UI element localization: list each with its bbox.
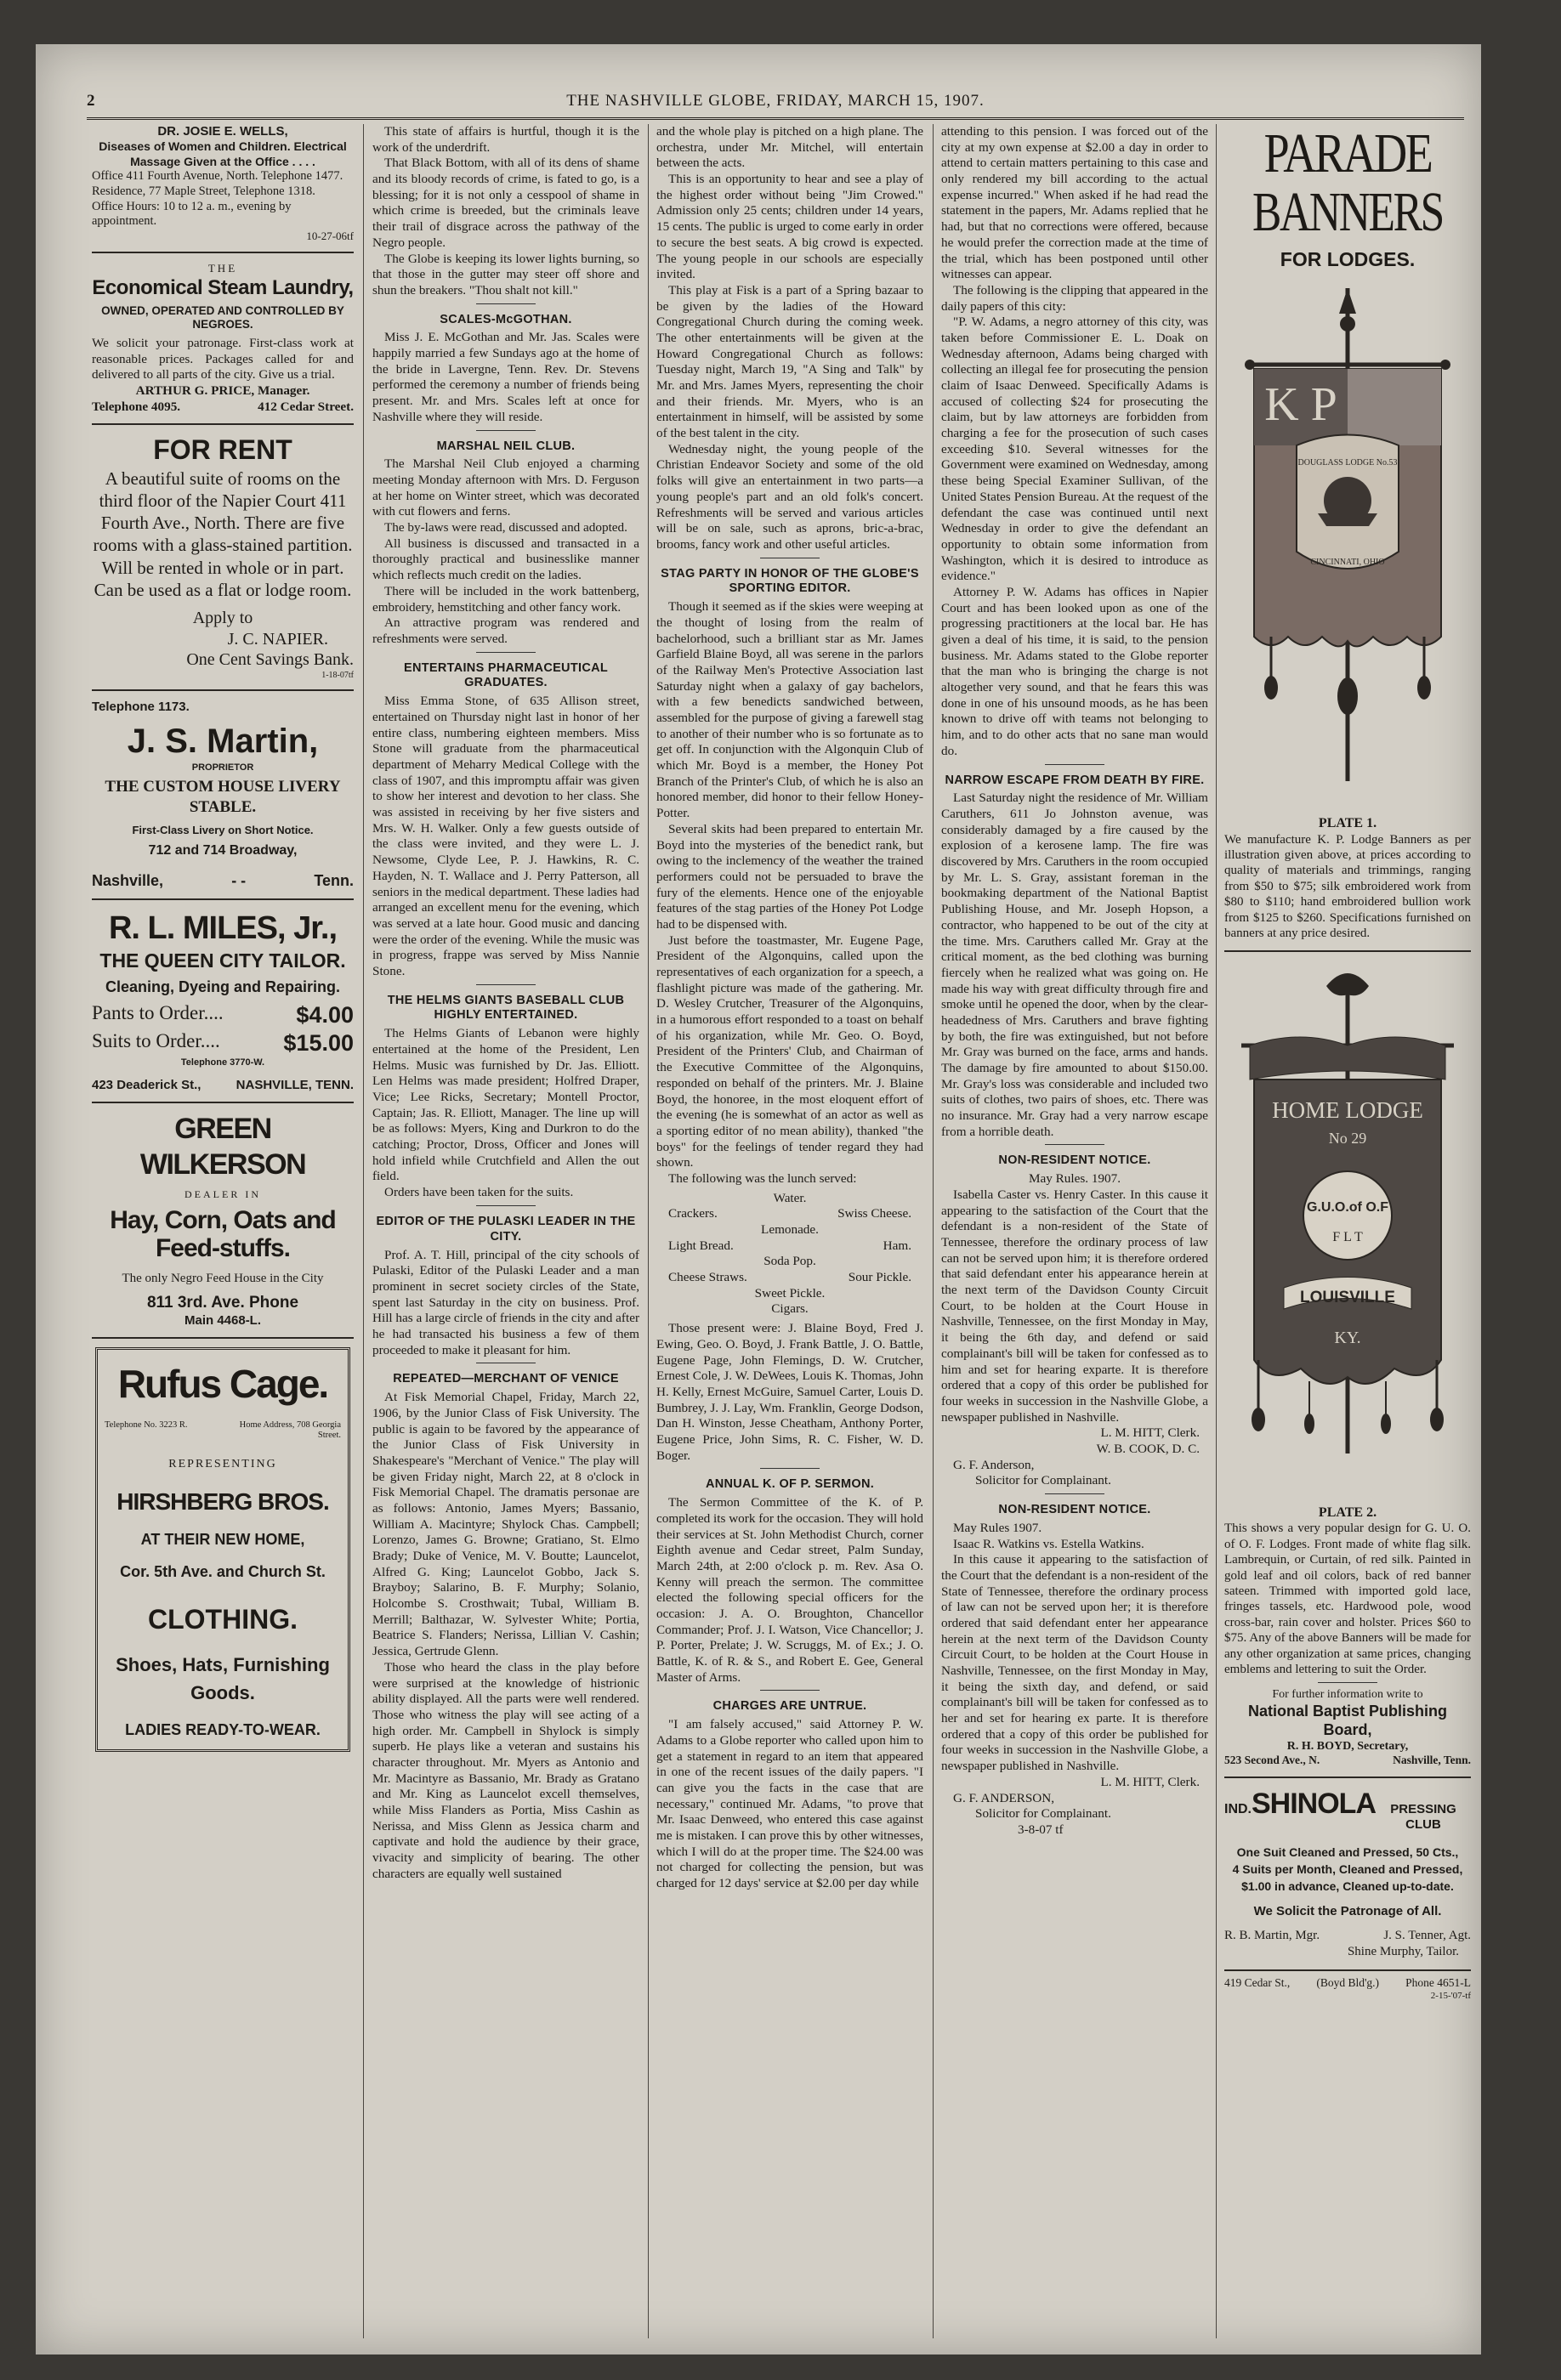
article-paragraph: Isabella Caster vs. Henry Caster. In this cause it appearing to the satisfaction of the Court that the defendant is a non-resident of the State of Tennessee, therefore the ordinary process of law can not be served upon him; it is therefore ordered that said defendant enter his appearance herein at the next term of the Davidson County Circuit Court, to be holden at the Court House in Nashville, Tennessee, on the first Monday in May, it being the 6th day, and defend or said complainant's bill will be taken for confessed as to him and set for hearing exparte. It is therefore ordered that a copy of this order be published for four weeks in succession in the Nashville Globe, a newspaper published in Nashville. (941, 1187, 1208, 1425)
ad-cage-shoes: Shoes, Hats, Furnishing Goods. (116, 1653, 330, 1703)
ad-wells-name: DR. JOSIE E. WELLS, (157, 124, 288, 139)
banner2-state: KY. (1334, 1328, 1361, 1347)
ad-cage-name: Rufus Cage. (117, 1361, 328, 1406)
notice-signature: W. B. COOK, D. C. (1096, 1441, 1200, 1456)
column-rule (1216, 124, 1217, 2338)
separator (476, 430, 536, 431)
separator (476, 652, 536, 653)
article-paragraph: "P. W. Adams, a negro attorney of this city, was taken before Commissioner E. L. Doak on Wednesday afternoon, Adams being charged with collecting an illegal fee for prosecuting the pension claim of Isaac Denweed. Specifically Adams is accused of collecting $24 for prosecuting the claim, but by law attorneys are forbidden from charging a fee for the prosecution of such cases exceeding $10. Several witnesses for the Government were examined on Wednesday, among these being Special Examiner Sullivan, of the United States Pension Bureau. At the request of the defendant the case was continued until next Wednesday in order to give the defendant an opportunity to obtain some information from Washington, which it is desired to introduce as evidence." (941, 314, 1208, 584)
article-paragraph: Just before the toastmaster, Mr. Eugene Page, President of the Algonquins, called upon the representatives of each organization for a speech, a flashlight picture was made of the gathering. Mr. D. Wesley Crutcher, Treasurer of the Algonquins, in a humorous effort responded to a toast on behalf of his organization, while Mr. Geo. O. Boyd, President of the Printers' Club, and Chairman of the Executive Committee of the Algonquins, responded on behalf of the printers. Mr. J. Blaine Boyd, the honoree, in the most eloquent effort of the evening (he is somewhat of an actor as well as a sporting editor of no mean ability), thanked "the boys" for the feelings of tender regard they had shown. (656, 932, 923, 1170)
ad-wells-office: Office 411 Fourth Avenue, North. Telephone 1477. Residence, 77 Maple Street, Telephone 1318. (92, 168, 343, 198)
banner2-flt: F L T (1332, 1229, 1363, 1244)
ad-cage-home: Home Address, 708 Georgia Street. (239, 1420, 341, 1441)
ad-miles-pants: Pants to Order.... (92, 1002, 224, 1024)
ad-shinola-line4: We Solicit the Patronage of All. (1253, 1903, 1442, 1918)
ad-for-rent-code: 1-18-07tf (321, 670, 354, 680)
separator (1045, 1493, 1104, 1494)
ad-wilkerson-phone: Main 4468-L. (184, 1312, 262, 1328)
banner1-lodge-name: DOUGLASS LODGE No.53 (1297, 457, 1398, 468)
ad-secretary: R. H. BOYD, Secretary, (1286, 1740, 1409, 1754)
article-paragraph: Prof. A. T. Hill, principal of the city schools of Pulaski, Editor of the Pulaski Leader and a man prominent in secret society circles of the State, spent last Saturday in the city on business. Prof. Hill has a large circle of friends in the city and after he had transacted his business a few of them proceeded to make it pleasant for him. (372, 1247, 639, 1357)
ad-miles-cleaning: Cleaning, Dyeing and Repairing. (105, 978, 341, 995)
ad-wilkerson-addr: 811 3rd. Ave. Phone (146, 1294, 299, 1312)
ad-for-lodges: FOR LODGES. (1280, 247, 1416, 270)
notice-signature: G. F. ANDERSON, (953, 1790, 1055, 1805)
column-rule (363, 124, 364, 2338)
ad-wilkerson-goods: Hay, Corn, Oats and Feed-stuffs. (110, 1205, 336, 1262)
headline-merchant-of-venice: REPEATED—MERCHANT OF VENICE (393, 1372, 619, 1386)
ad-wells-code: 10-27-06tf (306, 230, 354, 243)
ad-cage-cor: Cor. 5th Ave. and Church St. (120, 1563, 326, 1581)
ad-shinola-code: 2-15-'07-tf (1430, 1990, 1471, 2001)
article-paragraph: All business is discussed and transacted in a thoroughly practical and businesslike manner which reflects much credit on the ladies. (372, 536, 639, 583)
ad-miles-name: R. L. MILES, Jr., (108, 910, 338, 946)
ad-shinola-manager: R. B. Martin, Mgr. (1224, 1929, 1320, 1943)
article-paragraph: The Sermon Committee of the K. of P. completed its work for the occasion. They will hold their services at St. John Methodist Church, corner Eighth avenue and Cedar street, Palm Sunday, March 24th, at 2:00 o'clock p. m. Rev. Asa O. Kenny will preach the sermon. The committee elected the following special officers for the occasion: J. A. O. Broughton, Chancellor Commander; Prof. J. I. Watson, Vice Chancellor; J. P. Porter, Prelate; J. W. Scruggs, M. of Ex.; J. O. Battle, K. of R. & S., and Robert E. Gee, General Master of Arms. (656, 1495, 923, 1685)
article-paragraph: That Black Bottom, with all of its dens of shame and its bloody records of crime, is fated to go, is a blessing; for it is not only a cesspool of shame in which crime is breeded, but the criminals leave their trail of disgrace across the pathway of the Negro people. (372, 156, 639, 250)
banner1-kp-letters: K P (1264, 377, 1337, 431)
ad-laundry-body: We solicit your patronage. First-class work at reasonable prices. Packages called for and delivered to all parts of the city. Give us a trial. (92, 335, 354, 382)
ad-miles-tel: Telephone 3770-W. (180, 1057, 265, 1068)
ad-wells (92, 124, 354, 243)
ad-wells-services: Diseases of Women and Children. Electrical Massage Given at the Office . . . . (99, 139, 347, 168)
notice-signature: L. M. HITT, Clerk. (1100, 1774, 1200, 1789)
article-paragraph: Last Saturday night the residence of Mr. William Caruthers, 611 Jo Johnston avenue, was considerably damaged by a fire caused by the explosion of a kerosene lamp. The fire was discovered by Mrs. Caruthers in the room occupied by Mr. L. S. Gray, assistant foreman in the bookmaking department of the National Baptist Publishing House, and Mr. Joseph Hopson, a contractor, who happened to be out of the city at the time. Mrs. Caruthers called Mr. Gray at the critical moment, as the bed clothing was burning fiercely when he realized what was going on. He made his way with great difficulty through fire and smoke until he opened the door, when by the clear-headedness of Mrs. Caruthers and brave fighting by both, the fire was extinguished, but not before Mr. Gray was burned on the face, arms and hands. The damage by fire amounted to about $150.00. Mr. Gray's loss was considerable and included two suits of clothes, two pairs of shoes, etc. There was no insurance. Mr. Gray had a very narrow escape from a horrible death. (941, 790, 1208, 1139)
menu-item: Crackers. (668, 1206, 718, 1221)
notice-signature: L. M. HITT, Clerk. (1100, 1425, 1200, 1441)
banner2-city: LOUISVILLE (1300, 1288, 1395, 1306)
ad-miles-suits: Suits to Order.... (92, 1030, 220, 1052)
ad-for-rent-bank: One Cent Savings Bank. (186, 650, 354, 670)
article-paragraph: An attractive program was rendered and refreshments were served. (372, 615, 639, 646)
lunch-menu (656, 1191, 923, 1318)
ad-cage-home2: AT THEIR NEW HOME, (140, 1531, 305, 1549)
ad-divider (92, 898, 354, 900)
headline-pharmaceutical: ENTERTAINS PHARMACEUTICAL GRADUATES. (403, 660, 609, 690)
plate-2-description: This shows a very popular design for G. U. O. of O. F. Lodges. Front made of white flag silk. Lambrequin, or Curtain, of red silk. Painted in gold leaf and oil colors, back of red banner sateen. Trimmed with imported gold lace, fringes tassels, etc. Hardwood pole, wood cross-bar, rain cover and holster. Prices $60 to $75. Any of the above Banners will be made for any other organization at same prices, changing emblems and lettering to suit the Order. (1224, 1522, 1471, 1677)
article-paragraph: Those present were: J. Blaine Boyd, Fred J. Ewing, Geo. O. Boyd, J. Frank Battle, J. O. Battle, Eugene Page, John Flemings, D. W. Crutcher, Ernest Cole, J. W. DeWees, Louis K. Thomas, John H. Kelly, Ernest McGuire, Samuel Carter, Louis D. Bumbrey, J. J. Lay, Wm. Franklin, George Dodson, Dan H. Winston, Jesse Cheatham, Anthony Porter, Eugene Price, John Sims, R. C. Fisher, W. D. Boger. (656, 1321, 923, 1463)
article-paragraph: Several skits had been prepared to entertain Mr. Boyd into the mysteries of the benedict rank, but owing to the inclemency of the weather the trained performers could not be persuaded to brave the fury of the elements. Hence one of the enjoyable features of the stag parties of the Honey Pot Lodge had to be dispensed with. (656, 821, 923, 932)
ad-cage-rep: REPRESENTING (168, 1458, 277, 1471)
ad-martin-state: Tenn. (314, 871, 354, 889)
ad-martin-stable: THE CUSTOM HOUSE LIVERY STABLE. (105, 778, 341, 816)
ad-martin-name: J. S. Martin, (127, 722, 319, 760)
article-paragraph: and the whole play is pitched on a high plane. The orchestra, under Mr. Mitchel, will entertain between the acts. (656, 124, 923, 171)
masthead-rule (87, 117, 1464, 120)
article-paragraph: Those who heard the class in the play before were surprised at the knowledge of histrionic ability displayed. All the parts were well rendered. Those who witness the play will see acting of a high order. Mr. Campbell in Shylock is simply superb. He plays like a veteran and sustains his character throughout. Mr. Myers as Antonio and Mr. Macintyre as Bassanio, Mr. Brady as Gratano and Mr. King as Launcelot excell themselves, while Miss Flanders as Portia, Miss Cashin as Nerissa, and Miss Glenn as Jessica charm and captivate and hold the audience by their grace, vivacity and simplicity of bearing. The other characters are equally well sustained (372, 1659, 639, 1881)
ad-laundry-addr: 412 Cedar Street. (258, 399, 354, 414)
column-4 (941, 124, 1208, 2338)
article-paragraph: attending to this pension. I was forced out of the city at my own expense at $2.00 a day in order to attend to certain matters pertaining to this case and only rendered my bill according to the actual expense incurred." When asked if he had read the statement in the papers, Mr. Adams replied that he had, but that no corrections were offered, because he would prefer the correction made at the time of the trial, which has been postponed until other witnesses can appear. (941, 124, 1208, 282)
ad-shinola-line1: One Suit Cleaned and Pressed, 50 Cts., (1236, 1844, 1459, 1859)
ad-martin (92, 700, 354, 890)
separator (476, 984, 536, 985)
column-5-banners-ad (1224, 124, 1471, 2338)
menu-item: Light Bread. (668, 1238, 734, 1253)
notice-signature: Solicitor for Complainant. (975, 1473, 1111, 1488)
headline-charges-untrue: CHARGES ARE UNTRUE. (712, 1699, 867, 1714)
separator (1045, 1144, 1104, 1145)
ad-publisher-city: Nashville, Tenn. (1393, 1754, 1471, 1767)
ad-shinola-bldg: (Boyd Bld'g.) (1316, 1976, 1380, 1990)
ad-shinola-tailor: Shine Murphy, Tailor. (1347, 1944, 1459, 1958)
ad-shinola-ind: IND. (1224, 1801, 1252, 1816)
article-paragraph: This is an opportunity to hear and see a play of the highest order without being "Jim Crowed." Admission only 25 cents; children under 14 years, 15 cents. The public is urged to come early in order to secure the best seats. A big crowd is expected. The young people in our schools are especially invited. (656, 172, 923, 282)
ad-wilkerson-only: The only Negro Feed House in the City (122, 1271, 324, 1285)
menu-item: Water. (773, 1190, 807, 1205)
ad-divider (92, 423, 354, 425)
banner2-order: G.U.O.of O.F (1307, 1199, 1388, 1215)
newspaper-page (36, 44, 1481, 2354)
headline-helms-giants: THE HELMS GIANTS BASEBALL CLUB HIGHLY ENTERTAINED. (387, 993, 625, 1023)
page-number: 2 (87, 92, 96, 110)
menu-item: Cigars. (771, 1301, 809, 1317)
plate-2-caption: PLATE 2. (1318, 1504, 1377, 1520)
banner2-number: No 29 (1328, 1129, 1367, 1147)
ad-martin-tel: Telephone 1173. (92, 700, 190, 715)
article-paragraph: There will be included in the work battenberg, embroidery, hemstitching and other fancy work. (372, 583, 639, 615)
ad-cage (95, 1347, 350, 1752)
menu-item: Sweet Pickle. (754, 1285, 826, 1300)
column-1-ads (92, 124, 354, 2338)
ad-laundry-owned: OWNED, OPERATED AND CONTROLLED BY NEGROES. (101, 303, 344, 332)
ad-wilkerson-dealer: DEALER IN (184, 1188, 261, 1200)
plate-1-caption: PLATE 1. (1318, 815, 1377, 830)
menu-item: Sour Pickle. (848, 1270, 911, 1285)
ad-shinola-addr: 419 Cedar St., (1224, 1976, 1291, 1990)
banner2-home-lodge: HOME LODGE (1272, 1096, 1423, 1123)
article-paragraph: Isaac R. Watkins vs. Estella Watkins. (953, 1536, 1144, 1551)
ad-shinola-name: SHINOLA (1252, 1787, 1376, 1820)
ad-miles-suits-price: $15.00 (283, 1030, 354, 1057)
separator (760, 1690, 820, 1691)
separator (760, 1468, 820, 1469)
ad-martin-dash: - - (231, 871, 247, 889)
ad-laundry-manager: ARTHUR G. PRICE, Manager. (135, 382, 310, 398)
column-2 (372, 124, 639, 2338)
masthead (87, 92, 1464, 116)
masthead-title: THE NASHVILLE GLOBE, FRIDAY, MARCH 15, 1907. (566, 92, 985, 110)
menu-item: Cheese Straws. (668, 1270, 747, 1285)
ad-divider (1224, 1969, 1471, 1971)
ad-shinola (1224, 1787, 1471, 2002)
ad-martin-livery: First-Class Livery on Short Notice. (132, 824, 314, 837)
ad-divider (92, 252, 354, 253)
ad-wilkerson-name: GREEN WILKERSON (139, 1113, 306, 1182)
plate-1-description: We manufacture K. P. Lodge Banners as per illustration given above, at prices according to quality of materials and trimmings, ranging from $50 to $75; silk embroidered work from $80 to $110; hand embroidered bullion work from $125 to $260. Specifications furnished on banners at any price desired. (1224, 832, 1471, 941)
ad-divider (1224, 950, 1471, 952)
ad-laundry (92, 262, 354, 415)
headline-narrow-escape: NARROW ESCAPE FROM DEATH BY FIRE. (945, 773, 1205, 787)
notice-code: 3-8-07 tf (1018, 1822, 1064, 1837)
ad-wilkerson (92, 1112, 354, 1329)
article-paragraph: Wednesday night, the young people of the Christian Endeavor Society and some of the old folks will give an entertainment in two parts—a young people's part and an old folk's concert. Refreshments will be served and various articles will be on sale, such as aprons, bric-a-brac, brooms, fancy work and other useful articles. (656, 441, 923, 552)
ad-martin-city: Nashville, (92, 871, 164, 889)
separator (476, 1205, 536, 1206)
article-paragraph: Attorney P. W. Adams has offices in Napier Court and has been looked upon as one of the progressing practitioners at the local bar. He has given a deal of his time, it is said, to the pension business. Mr. Adams stated to the Globe reporter that the man who is bringing the charge is not altogether very sound, and that he fears this was done in one of his unsound moods, as he has been known to drive off with teams not belonging to him, and to do other acts that no sane man would do. (941, 584, 1208, 758)
banner1-city: CINCINNATI, OHIO (1310, 557, 1385, 567)
menu-item: Swiss Cheese. (837, 1206, 911, 1221)
ad-miles (92, 909, 354, 1094)
article-paragraph: The Helms Giants of Lebanon were highly entertained at the home of the President, Len Helms. Music was furnished by Dr. Jas. Elliott. Len Helms was made president; Holfred Draper, Vice; Lee Ricks, Secretary; Montell Proctor, Captain; Jas. R. Elliott, Manager. The line up will be as follows: Myers, King and Durkron to do the catching; Proctor, Dross, Officer and Jones will hold infield while Crutchfield and Allen the out field. (372, 1026, 639, 1184)
ad-for-rent-who: J. C. NAPIER. (227, 629, 328, 649)
headline-kp-sermon: ANNUAL K. OF P. SERMON. (705, 1477, 875, 1492)
article-paragraph: In this cause it appearing to the satisfaction of the Court that the defendant is a non-resident of the State of Tennessee, therefore the ordinary process of law can not be served upon her; it is therefore ordered that said defendant enter her appearance herein at the next term of the Davidson County Circuit Court, to be holden at the Court House in Nashville, Tennessee, on the first Monday in May, it being the sixth day, and defend, or said complainant's bill will be taken for confessed as to her and set for hearing ex parte. It is therefore ordered that a copy of this order be published for four weeks in succession in the Nashville Globe, a newspaper published in Nashville. (941, 1552, 1208, 1774)
article-paragraph: This play at Fisk is a part of a Spring bazaar to be given by the ladies of the Howard Congregational Church during the coming week. The other entertainments will be given at the Howard Congregational Church as follows: Tuesday night, March 19, "A Sing and Talk" by Mr. and Mrs. James Myers, representing the choir and their friends. Mr. Myers, who is an entertainment in himself, will be assisted by some of the best talent in the city. (656, 282, 923, 441)
ad-wells-hours: Office Hours: 10 to 12 a. m., evening by appointment. (92, 199, 292, 229)
ad-martin-addr: 712 and 714 Broadway, (148, 843, 298, 858)
ad-miles-pants-price: $4.00 (296, 1002, 354, 1028)
ad-shinola-agent: J. S. Tenner, Agt. (1383, 1929, 1471, 1943)
ad-cage-ladies: LADIES READY-TO-WEAR. (125, 1720, 321, 1738)
article-paragraph: At Fisk Memorial Chapel, Friday, March 22, 1906, by the Junior Class of Fisk University. The public is again to be favored by the appearance of the Junior Class of Fisk University in Shakespeare's "Merchant of Venice." The play will be given Friday night, March 22, at 8 o'clock in Fisk Memorial Chapel. The dramatis personae are as follows: Antonio, James Myers; Bassanio, William A. Macintyre; Shylock Chas. Campbell; Lorenzo, James G. Browne; Gratiano, St. Elmo Brady; Duke of Venice, M. V. Boutte; Launcelot, Alfred G. King; Launcelot Gobbo, Jack S. Brayboy; Salarino, B. F. Murphy; Solanio, Holcombe S. Crosthwait; Tubal, William B. Merrill; Balthazar, W. Sylvester White; Portia, Beatrice S. Flanders; Nerissa, Lillian V. Cashin; Jessica, Gertrude Glenn. (372, 1390, 639, 1659)
article-paragraph: The Marshal Neil Club enjoyed a charming meeting Monday afternoon with Mrs. D. Ferguson at her home on Winter street, which was decorated with cut flowers and ferns. (372, 456, 639, 519)
article-paragraph: This state of affairs is hurtful, though it is the work of the underdrift. (372, 124, 639, 155)
article-paragraph: Miss J. E. McGothan and Mr. Jas. Scales were happily married a few Sundays ago at the home of the bride in Lavergne, Tenn. Rev. Dr. Stevens performed the ceremony a number of friends being present. Mr. and Mrs. Scales left at once for Nashville where they will reside. (372, 330, 639, 424)
menu-item: Soda Pop. (763, 1254, 816, 1269)
ad-divider (92, 1337, 354, 1339)
ad-divider (92, 1102, 354, 1103)
ad-cage-tel: Telephone No. 3223 R. (105, 1420, 188, 1430)
banner-plate-2-image (1224, 960, 1471, 1504)
notice-signature: G. F. Anderson, (953, 1457, 1035, 1472)
ad-publisher-addr: 523 Second Ave., N. (1224, 1754, 1320, 1767)
article-paragraph: "I am falsely accused," said Attorney P. W. Adams to a Globe reporter who called upon him to get a statement in regard to an item that appeared in one of the recent issues of the daily papers. "I can give you the facts in the case that are necessary," continued Mr. Adams, "to prove that Mr. Isaac Denweed, who entered this case against me is mistaken. I can prove this by other witnesses, which I will do at the proper time. The $24.00 was not charged for collecting the pension, but was charged for 12 days' service at $2.00 per day while (656, 1717, 923, 1891)
ad-for-rent-apply: Apply to (192, 609, 253, 628)
separator (1318, 1682, 1377, 1683)
ad-shinola-line2: 4 Suits per Month, Cleaned and Pressed, (1232, 1862, 1463, 1877)
headline-scales: SCALES-McGOTHAN. (440, 312, 572, 326)
article-paragraph: The Globe is keeping its lower lights burning, so that those in the gutter may steer off shore and shun the breakers. "Thou shalt not kill." (372, 251, 639, 298)
ad-martin-prop: PROPRIETOR (191, 762, 254, 773)
ad-publisher: National Baptist Publishing Board, (1247, 1702, 1447, 1738)
ad-divider (1224, 1776, 1471, 1778)
ad-parade-banners (1224, 124, 1471, 271)
menu-item: Lemonade. (761, 1222, 819, 1238)
article-paragraph: Orders have been taken for the suits. (384, 1185, 574, 1200)
article-paragraph: The by-laws were read, discussed and adopted. (384, 520, 627, 536)
headline-stag-party: STAG PARTY IN HONOR OF THE GLOBE'S SPORTING EDITOR. (661, 566, 919, 596)
ad-for-rent-body: A beautiful suite of rooms on the third floor of the Napier Court 411 Fourth Ave., North. There are five rooms with a glass-stained partition. Will be rented in whole or in part. Can be used as a flat or lodge room. (93, 468, 353, 600)
ad-laundry-name: Economical Steam Laundry, (92, 276, 354, 300)
ad-info-line: For further information write to (1272, 1687, 1423, 1701)
headline-non-resident-2: NON-RESIDENT NOTICE. (998, 1503, 1151, 1517)
banner-plate-1-image (1224, 271, 1471, 815)
ad-divider (92, 689, 354, 691)
headline-non-resident-1: NON-RESIDENT NOTICE. (998, 1153, 1151, 1168)
menu-item: Ham. (883, 1238, 911, 1253)
ad-parade-title: PARADE (1263, 124, 1432, 184)
ad-laundry-the: THE (207, 262, 238, 275)
notice-rules: May Rules 1907. (953, 1520, 1042, 1535)
column-rule (648, 124, 649, 2338)
ad-miles-addr: 423 Deaderick St., (92, 1077, 202, 1092)
ad-for-rent (92, 434, 354, 681)
notice-rules: May Rules. 1907. (1029, 1171, 1121, 1187)
ad-shinola-phone: Phone 4651-L (1405, 1976, 1471, 1990)
article-paragraph: Though it seemed as if the skies were weeping at the thought of losing from the realm of bachelorhood, such a brilliant star as Mr. James Garfield Blaine Boyd, all was serene in the parlors of the Railway Men's Protective Association last Saturday night when a galaxy of gay bachelors, with a few benedicts sandwiched between, assembled for the purpose of giving a farewell stag to another of their number who is so fortunate as to get off. In conjunction with the Algonquin Club of which Mr. Boyd is a member, the Honey Pot Branch of the Printer's Club, of which he is also an honored member, did honor to their fellow Honey-Potter. (656, 599, 923, 821)
ad-miles-tag: THE QUEEN CITY TAILOR. (99, 949, 346, 972)
ad-banners-title: BANNERS (1252, 181, 1443, 244)
separator (1045, 764, 1104, 765)
ad-shinola-club: PRESSING CLUB (1390, 1801, 1456, 1833)
ad-for-rent-title: FOR RENT (153, 434, 292, 466)
headline-pulaski-leader: EDITOR OF THE PULASKI LEADER IN THE CITY. (376, 1214, 636, 1244)
column-3 (656, 124, 923, 2338)
article-paragraph: Miss Emma Stone, of 635 Allison street, entertained on Thursday night last in honor of her entire class, numbering eighteen members. Miss Stone will graduate from the pharmaceutical department of Meharry Medical College with the class of 1907, and this impromptu affair was given to show her interest and devotion to her class. She was assisted in receiving by her five sisters and Mrs. W. H. Walker. Only a few guests outside of the class were invited, and they were L. J. Newsome, Clyde Lee, P. J. Hawkins, R. C. Hayden, N. T. Wallace and J. Perry Patterson, all seniors in the medical department. These ladies had arranged an excellent menu for the evening, which was served at a late hour. Good music and dancing were the order of the evening. While the music was in progress, frappe was served by Miss Nannie Stone. (372, 694, 639, 978)
headline-marshal-neil: MARSHAL NEIL CLUB. (436, 439, 576, 453)
ad-cage-firm: HIRSHBERG BROS. (116, 1488, 329, 1515)
notice-signature: Solicitor for Complainant. (975, 1806, 1111, 1822)
column-rule (933, 124, 934, 2338)
separator (476, 303, 536, 304)
article-paragraph: The following is the clipping that appeared in the daily papers of this city: (941, 282, 1208, 314)
ad-cage-clothing: CLOTHING. (148, 1604, 298, 1635)
ad-shinola-line3: $1.00 in advance, Cleaned up-to-date. (1241, 1879, 1454, 1894)
article-paragraph: The following was the lunch served: (668, 1170, 857, 1186)
ad-laundry-tel: Telephone 4095. (92, 399, 181, 414)
ad-miles-city: NASHVILLE, TENN. (236, 1077, 354, 1092)
